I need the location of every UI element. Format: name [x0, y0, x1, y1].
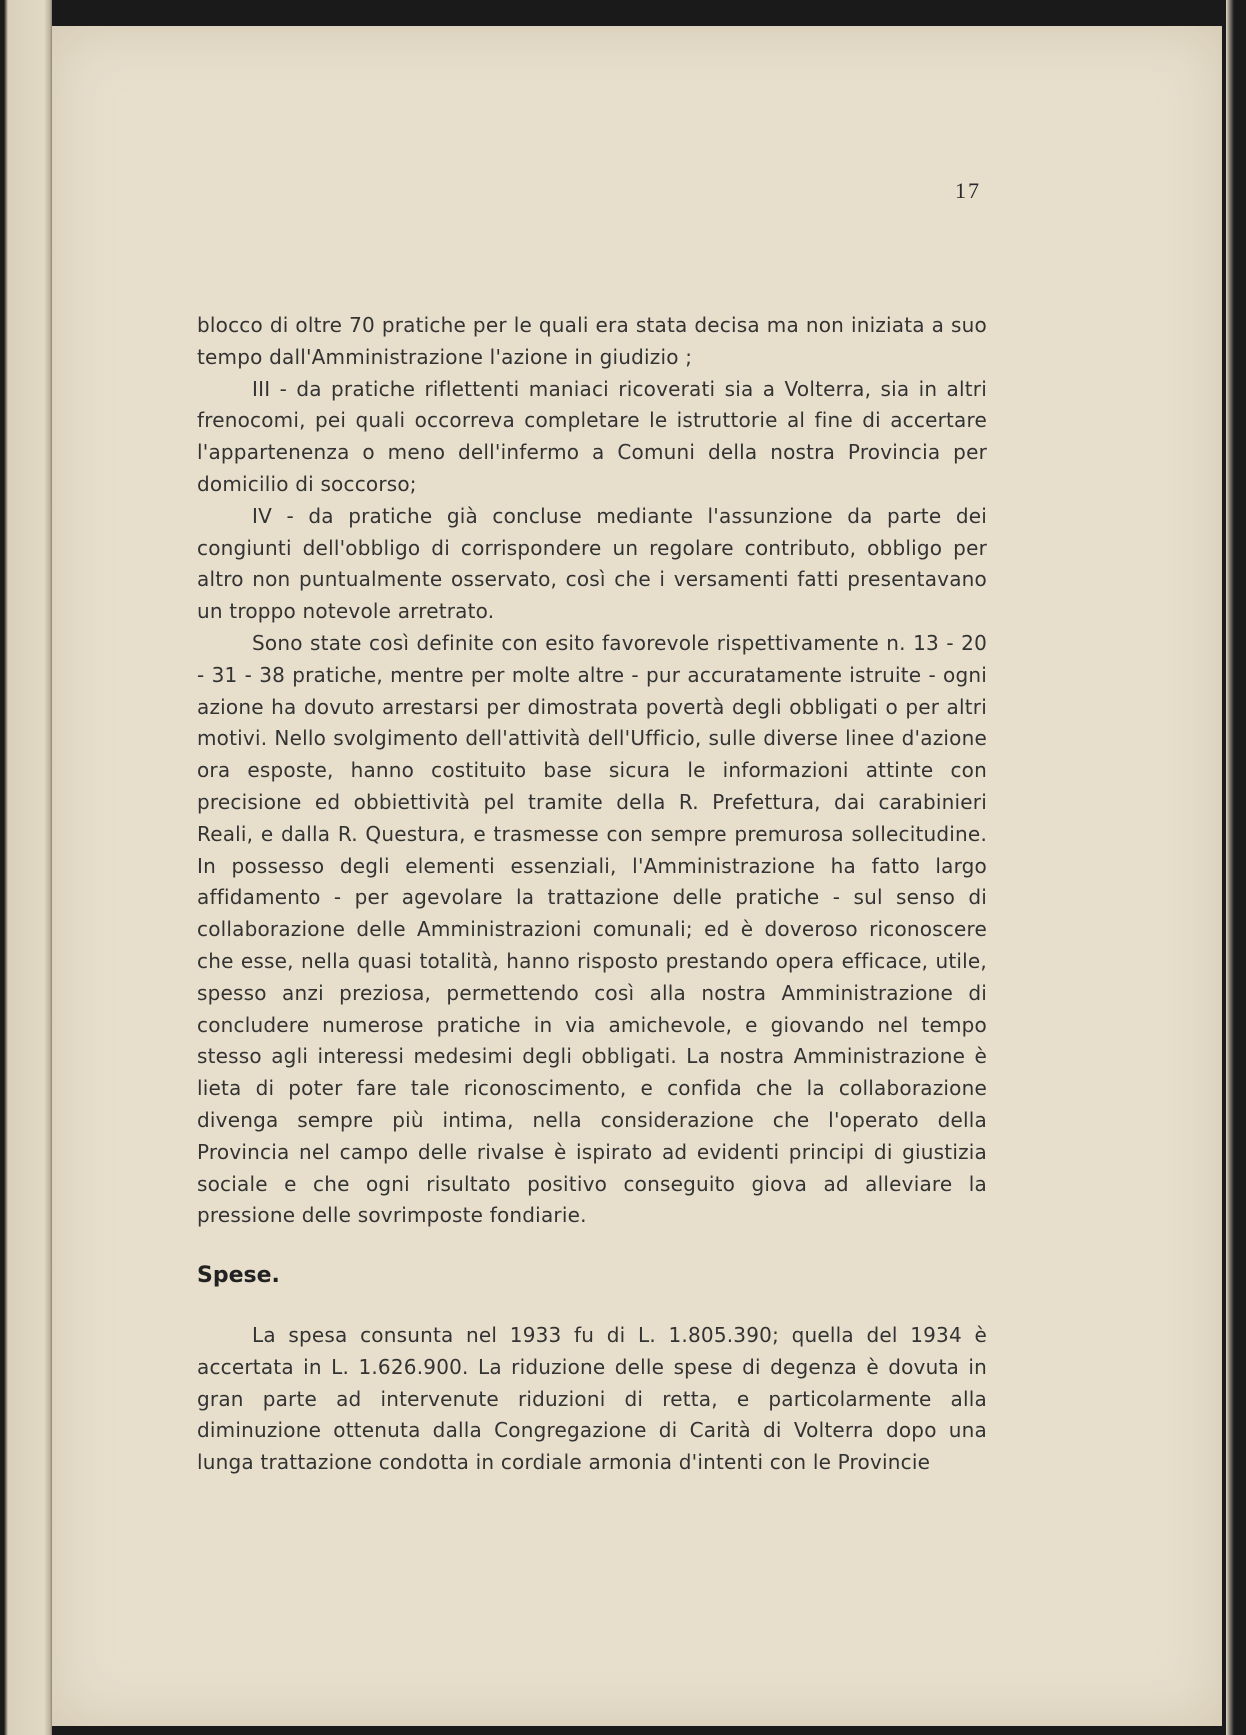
- binding-gutter: [0, 0, 52, 1735]
- paragraph-continuation: blocco di oltre 70 pratiche per le quali era stata decisa ma non iniziata a suo tempo dall'Amministrazione l'azione in giudizio ;: [197, 313, 987, 369]
- section-body: [197, 1320, 987, 1479]
- paragraph-spese: La spesa consunta nel 1933 fu di L. 1.805.390; quella del 1934 è accertata in L. 1.626.900. La riduzione delle spese di degenza è dovuta in gran parte ad intervenute riduzioni di retta, e particolarmente alla diminuzione ottenuta dalla Congregazione di Carità di Volterra dopo una lunga trattazione condotta in cordiale armonia d'intenti con le Provincie: [197, 1323, 987, 1475]
- page-number: 17: [955, 178, 981, 203]
- paragraph-results: Sono state così definite con esito favorevole rispettivamente n. 13 - 20 - 31 - 38 pratiche, mentre per molte altre - pur accuratamente istruite - ogni azione ha dovuto arrestarsi per dimostrata povertà degli obbligati o per altri motivi. Nello svolgimento dell'attività dell'Ufficio, sulle diverse linee d'azione ora esposte, hanno costituito base sicura le informazioni attinte con precisione ed obbiettività pel tramite della R. Prefettura, dai carabinieri Reali, e dalla R. Questura, e trasmesse con sempre premurosa sollecitudine. In possesso degli elementi essenziali, l'Amministrazione ha fatto largo affidamento - per agevolare la trattazione delle pratiche - sul senso di collaborazione delle Amministrazioni comunali; ed è doveroso riconoscere che esse, nella quasi totalità, hanno risposto prestando opera efficace, utile, spesso anzi preziosa, permettendo così alla nostra Amministrazione di concludere numerose pratiche in via amichevole, e giovando nel tempo stesso agli interessi medesimi degli obbligati. La nostra Amministrazione è lieta di poter fare tale riconoscimento, e confida che la collaborazione divenga sempre più intima, nella considerazione che l'operato della Provincia nel campo delle rivalse è ispirato ad evidenti principi di giustizia sociale e che ogni risultato positivo conseguito giova ad alleviare la pressione delle sovrimposte fondiarie.: [197, 630, 987, 1228]
- section-heading: Spese.: [197, 1263, 280, 1288]
- body-text: [197, 310, 987, 1232]
- paragraph-item-iii: III - da pratiche riflettenti maniaci ricoverati sia a Volterra, sia in altri frenocomi, pei quali occorreva completare le istruttorie al fine di accertare l'appartenenza o meno dell'infermo a Comuni della nostra Provincia per domicilio di soccorso;: [197, 376, 987, 496]
- page-edge: [1226, 0, 1246, 1735]
- paragraph-item-iv: IV - da pratiche già concluse mediante l'assunzione da parte dei congiunti dell'obbligo di corrispondere un regolare contributo, obbligo per altro non puntualmente osservato, così che i versamenti fatti presentavano un troppo notevole arretrato.: [197, 503, 987, 624]
